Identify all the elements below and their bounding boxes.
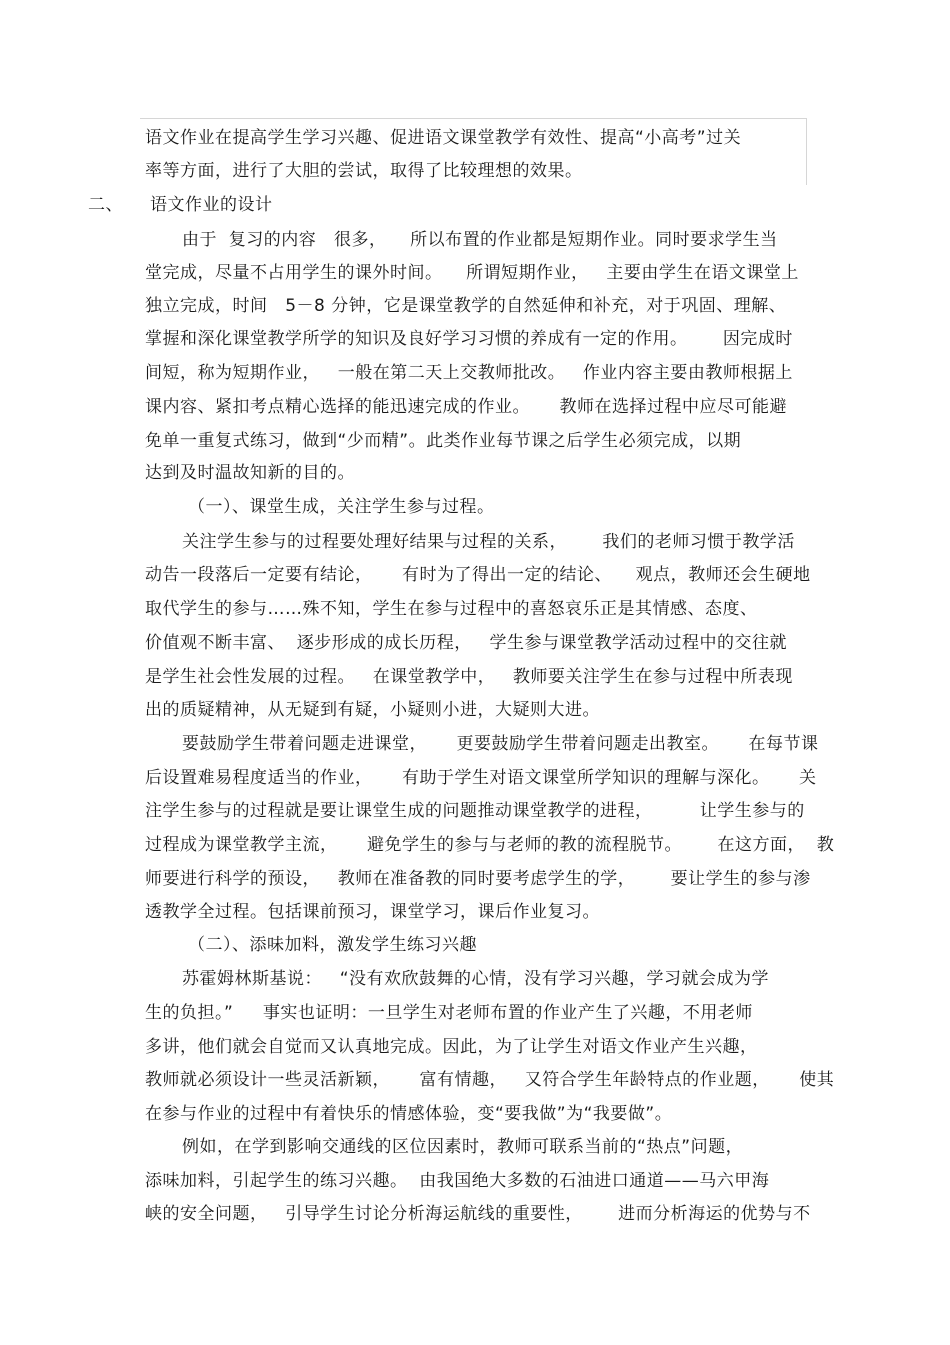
- paragraph-1-line-1: 由于 复习的内容 很多， 所以布置的作业都是短期作业。同时要求学生当: [182, 230, 778, 250]
- paragraph-3-line-4: 过程成为课堂教学主流， 避免学生的参与与老师的教的流程脱节。 在这方面， 教: [145, 835, 835, 855]
- paragraph-4-line-2: 生的负担。” 事实也证明：一旦学生对老师布置的作业产生了兴趣，不用老师: [145, 1003, 753, 1023]
- section-two-number: 二、: [88, 195, 123, 215]
- paragraph-2-line-3: 取代学生的参与……殊不知，学生在参与过程中的喜怒哀乐正是其情感、态度、: [145, 599, 758, 619]
- paragraph-5-line-3: 峡的安全问题， 引导学生讨论分析海运航线的重要性， 进而分析海运的优势与不: [145, 1204, 811, 1224]
- paragraph-4-line-3: 多讲，他们就会自觉而又认真地完成。因此，为了让学生对语文作业产生兴趣，: [145, 1037, 758, 1057]
- paragraph-3-line-1: 要鼓励学生带着问题走进课堂， 更要鼓励学生带着问题走出教室。 在每节课: [182, 734, 819, 754]
- paragraph-1-line-8: 达到及时温故知新的目的。: [145, 463, 355, 483]
- paragraph-1-line-5: 间短，称为短期作业， 一般在第二天上交教师批改。 作业内容主要由教师根据上: [145, 363, 793, 383]
- paragraph-2-line-1: 关注学生参与的过程要处理好结果与过程的关系， 我们的老师习惯于教学活: [182, 532, 795, 552]
- paragraph-3-line-6: 透教学全过程。包括课前预习，课堂学习，课后作业复习。: [145, 902, 600, 922]
- paragraph-2-line-5: 是学生社会性发展的过程。 在课堂教学中， 教师要关注学生在参与过程中所表现: [145, 667, 793, 687]
- paragraph-1-line-6: 课内容、紧扣考点精心选择的能迅速完成的作业。 教师在选择过程中应尽可能避: [145, 397, 788, 417]
- paragraph-1-line-3: 独立完成，时间 5－8 分钟，它是课堂教学的自然延伸和补充，对于巩固、理解、: [145, 296, 787, 316]
- section-two-title: 语文作业的设计: [150, 195, 273, 215]
- paragraph-1-line-2: 堂完成，尽量不占用学生的课外时间。 所谓短期作业， 主要由学生在语文课堂上: [145, 263, 799, 283]
- paragraph-2-line-2: 动告一段落后一定要有结论， 有时为了得出一定的结论、 观点，教师还会生硬地: [145, 565, 811, 585]
- paragraph-5-line-2: 添味加料，引起学生的练习兴趣。 由我国绝大多数的石油进口通道——马六甲海: [145, 1171, 770, 1191]
- subsection-1-title: （一）、课堂生成，关注学生参与过程。: [188, 497, 495, 517]
- paragraph-4-line-1: 苏霍姆林斯基说： “没有欢欣鼓舞的心情，没有学习兴趣，学习就会成为学: [182, 969, 770, 989]
- subsection-2-title: （二）、添味加料，激发学生练习兴趣: [188, 935, 477, 955]
- paragraph-1-line-7: 免单一重复式练习，做到“少而精”。此类作业每节课之后学生必须完成，以期: [145, 431, 742, 451]
- paragraph-4-line-4: 教师就必须设计一些灵活新颖， 富有情趣， 又符合学生年龄特点的作业题， 使其: [145, 1070, 835, 1090]
- paragraph-2-line-6: 出的质疑精神，从无疑到有疑，小疑则小进，大疑则大进。: [145, 700, 600, 720]
- paragraph-5-line-1: 例如，在学到影响交通线的区位因素时，教师可联系当前的“热点”问题，: [182, 1137, 744, 1157]
- paragraph-2-line-4: 价值观不断丰富、 逐步形成的成长历程， 学生参与课堂教学活动过程中的交往就: [145, 633, 788, 653]
- paragraph-3-line-2: 后设置难易程度适当的作业， 有助于学生对语文课堂所学知识的理解与深化。 关: [145, 768, 817, 788]
- paragraph-3-line-5: 师要进行科学的预设， 教师在准备教的同时要考虑学生的学， 要让学生的参与渗: [145, 869, 811, 889]
- intro-line-2: 率等方面，进行了大胆的尝试，取得了比较理想的效果。: [145, 161, 583, 181]
- paragraph-1-line-4: 掌握和深化课堂教学所学的知识及良好学习习惯的养成有一定的作用。 因完成时: [145, 329, 793, 349]
- paragraph-3-line-3: 注学生参与的过程就是要让课堂生成的问题推动课堂教学的进程， 让学生参与的: [145, 801, 805, 821]
- paragraph-4-line-5: 在参与作业的过程中有着快乐的情感体验，变“要我做”为“我要做”。: [145, 1104, 673, 1124]
- intro-line-1: 语文作业在提高学生学习兴趣、促进语文课堂教学有效性、提高“小高考”过关: [145, 128, 742, 148]
